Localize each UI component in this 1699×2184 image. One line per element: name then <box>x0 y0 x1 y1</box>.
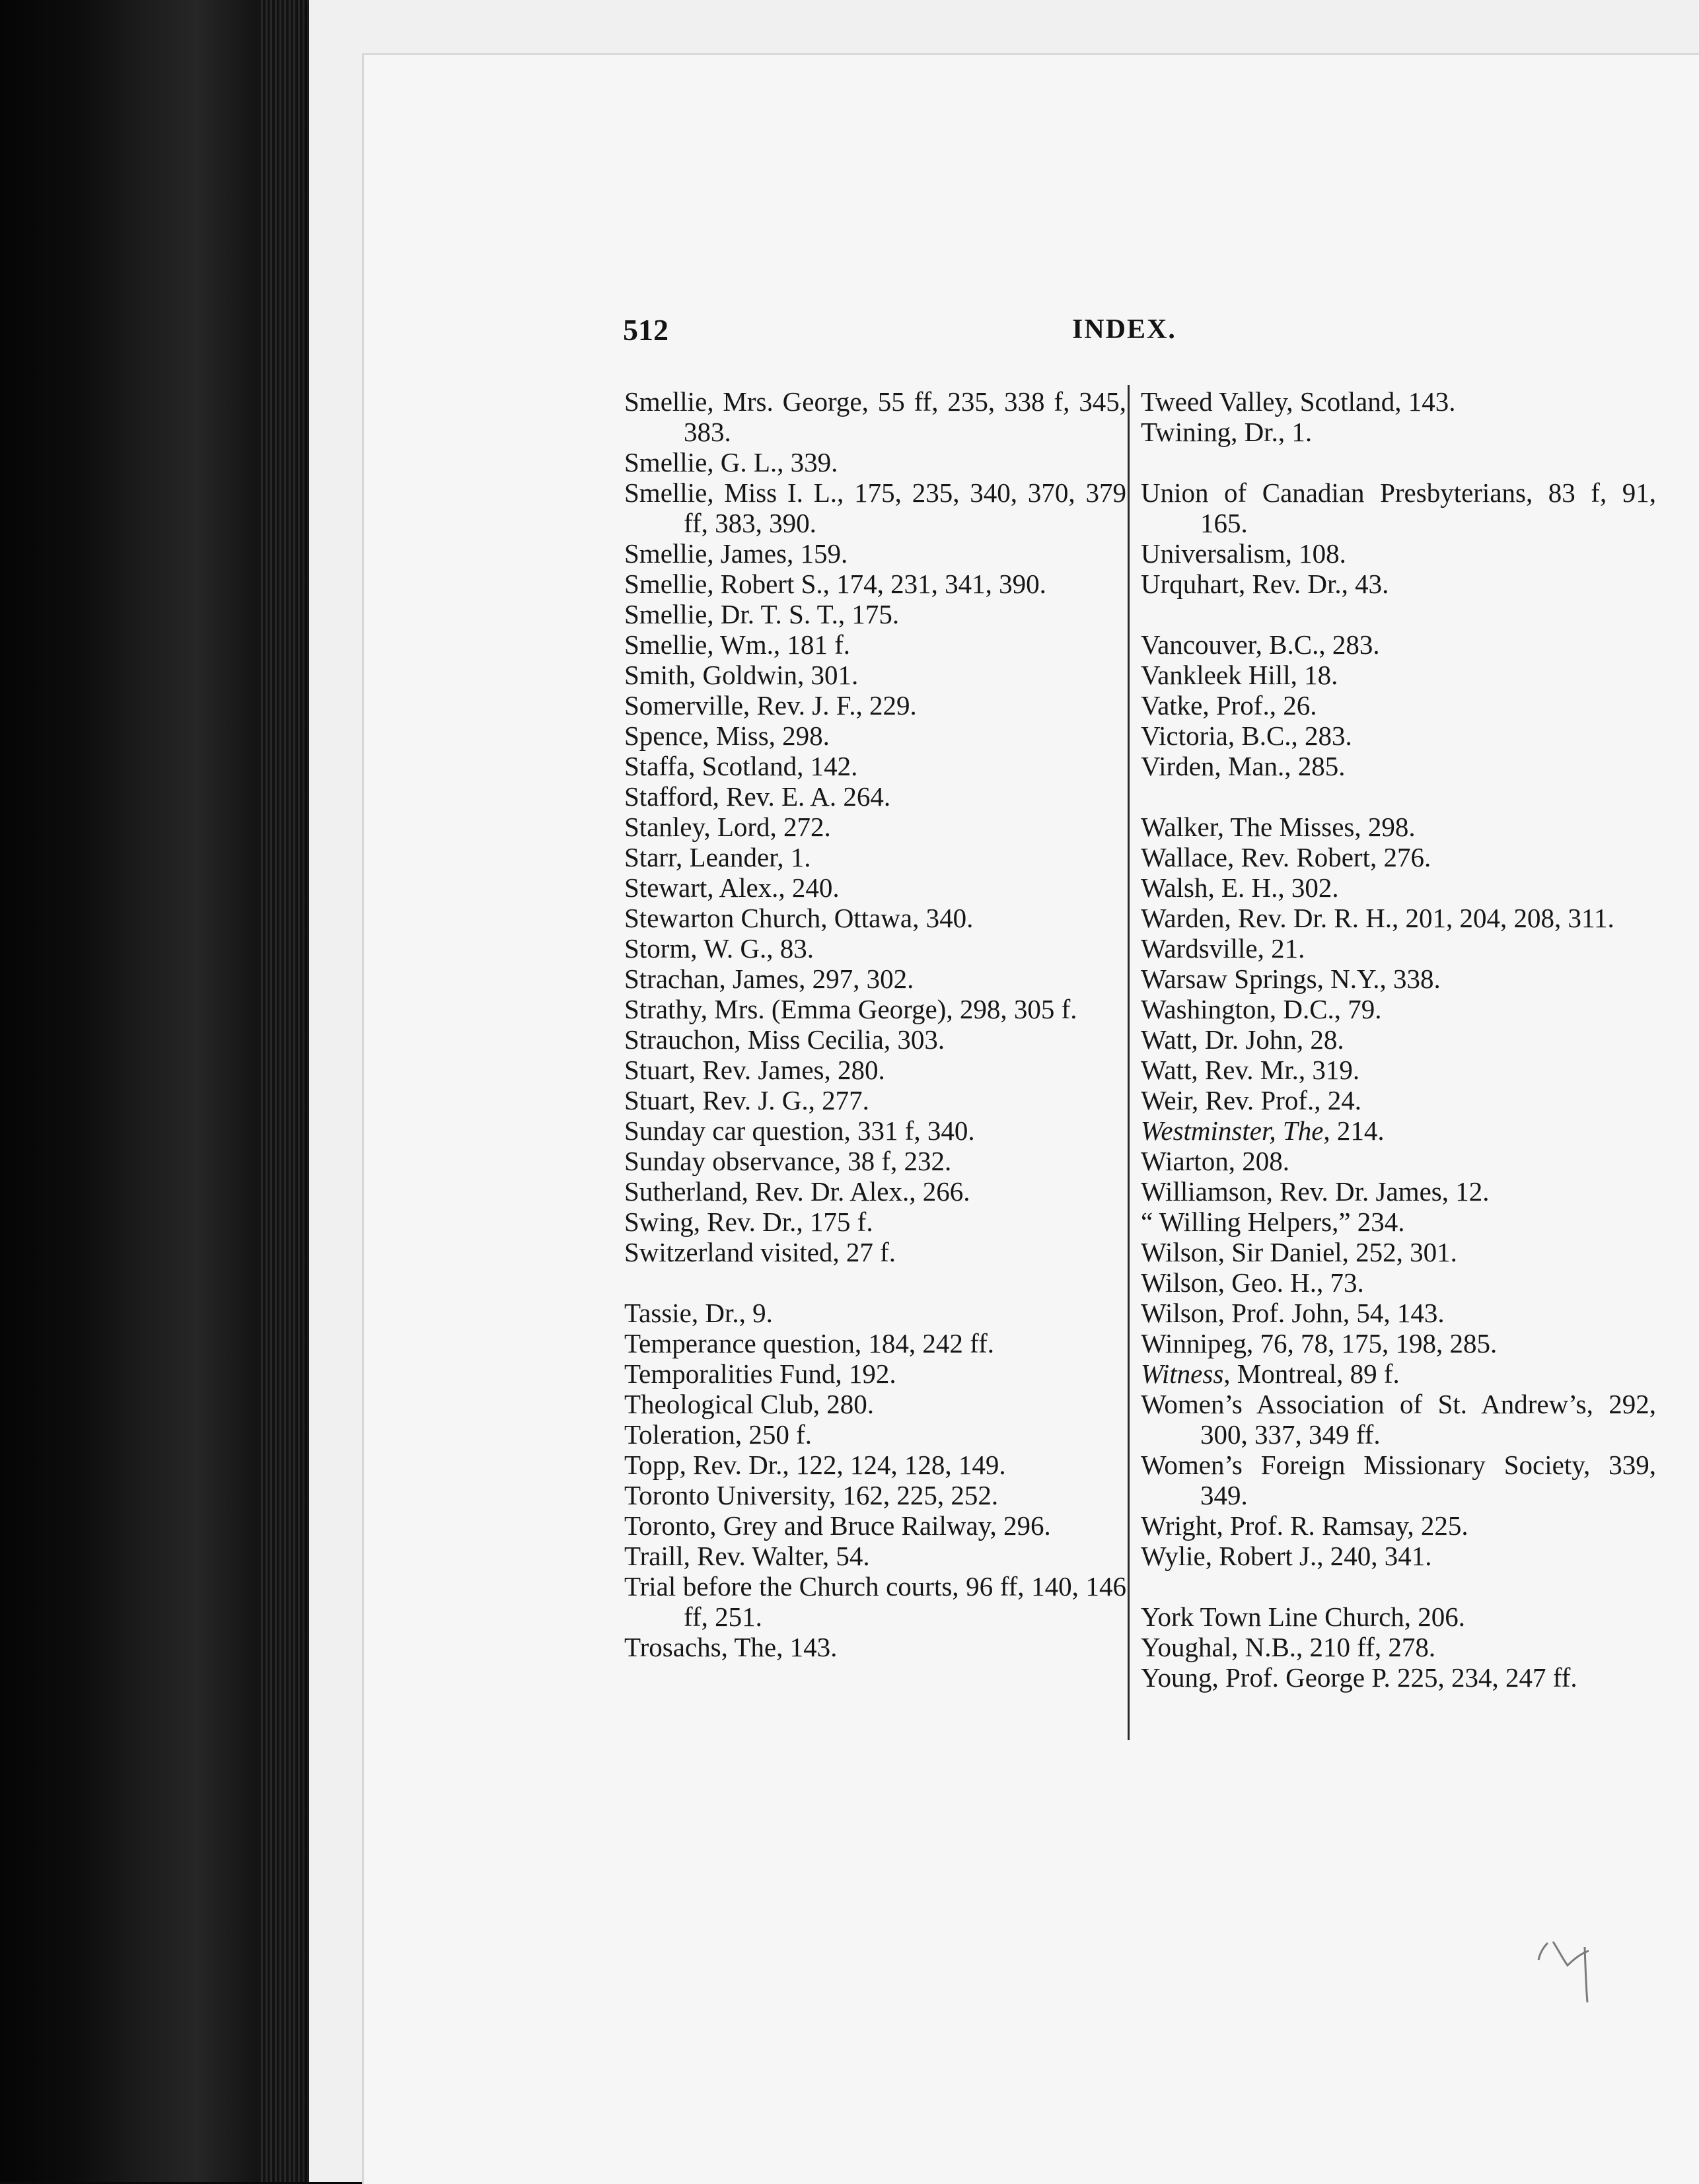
index-entry: Strathy, Mrs. (Emma George), 298, 305 f. <box>624 994 1077 1024</box>
index-entry: Storm, W. G., 83. <box>624 933 814 964</box>
index-entry: Starr, Leander, 1. <box>624 842 811 872</box>
index-entry: Toronto, Grey and Bruce Railway, 296. <box>624 1510 1051 1541</box>
index-entry: Smellie, G. L., 339. <box>624 447 838 477</box>
index-entry: Stewarton Church, Ottawa, 340. <box>624 903 974 933</box>
index-entry: Walker, The Misses, 298. <box>1141 812 1416 842</box>
column-divider <box>1128 385 1130 1740</box>
index-entry: Wiarton, 208. <box>1141 1146 1289 1176</box>
index-entry: Traill, Rev. Walter, 54. <box>624 1541 870 1571</box>
index-entry: Switzerland visited, 27 f. <box>624 1237 896 1267</box>
index-entry: Tassie, Dr., 9. <box>624 1298 773 1328</box>
index-entry: Youghal, N.B., 210 ff, 278. <box>1141 1632 1436 1662</box>
index-entry: Wilson, Sir Daniel, 252, 301. <box>1141 1237 1457 1267</box>
index-entry: Topp, Rev. Dr., 122, 124, 128, 149. <box>624 1450 1006 1480</box>
index-entry: Swing, Rev. Dr., 175 f. <box>624 1207 873 1237</box>
index-entry: Twining, Dr., 1. <box>1141 417 1313 447</box>
index-entry: Staffa, Scotland, 142. <box>624 751 858 781</box>
index-entry: Williamson, Rev. Dr. James, 12. <box>1141 1176 1490 1207</box>
index-entry: “ Willing Helpers,” 234. <box>1141 1207 1405 1237</box>
index-entry: Victoria, B.C., 283. <box>1141 721 1352 751</box>
index-entry: Stuart, Rev. James, 280. <box>624 1055 885 1085</box>
page-title: INDEX. <box>1072 314 1176 345</box>
index-entry: Sutherland, Rev. Dr. Alex., 266. <box>624 1176 970 1207</box>
index-entry: Walsh, E. H., 302. <box>1141 872 1339 903</box>
italic-title: Westminster, The <box>1141 1115 1324 1146</box>
index-entry: Tweed Valley, Scotland, 143. <box>1141 386 1456 417</box>
index-entry: Stuart, Rev. J. G., 277. <box>624 1085 869 1115</box>
index-entry: Stewart, Alex., 240. <box>624 872 840 903</box>
index-entry: Vatke, Prof., 26. <box>1141 690 1317 721</box>
index-entry: Winnipeg, 76, 78, 175, 198, 285. <box>1141 1328 1498 1358</box>
index-entry: Westminster, The, 214. <box>1141 1115 1385 1146</box>
index-entry: York Town Line Church, 206. <box>1141 1602 1466 1632</box>
index-entry: Women’s Association of St. Andrew’s, 292, 300, 337, 349 ff. <box>1141 1389 1656 1450</box>
index-entry: Sunday car question, 331 f, 340. <box>624 1115 975 1146</box>
index-entry: Weir, Rev. Prof., 24. <box>1141 1085 1362 1115</box>
index-entry: Smith, Goldwin, 301. <box>624 660 859 690</box>
index-entry: Wardsville, 21. <box>1141 933 1305 964</box>
index-entry: Toronto University, 162, 225, 252. <box>624 1480 999 1510</box>
index-entry: Wright, Prof. R. Ramsay, 225. <box>1141 1510 1468 1541</box>
index-entry: Smellie, James, 159. <box>624 538 848 569</box>
index-entry: Smellie, Dr. T. S. T., 175. <box>624 599 900 629</box>
index-entry: Watt, Rev. Mr., 319. <box>1141 1055 1360 1085</box>
pencil-mark <box>1533 1934 1612 2006</box>
index-entry: Smellie, Robert S., 174, 231, 341, 390. <box>624 569 1046 599</box>
italic-title: Witness <box>1141 1358 1224 1389</box>
index-entry: Trial before the Church courts, 96 ff, 140, 146 ff, 251. <box>624 1571 1126 1632</box>
index-entry: Sunday observance, 38 f, 232. <box>624 1146 952 1176</box>
index-entry: Wylie, Robert J., 240, 341. <box>1141 1541 1432 1571</box>
index-entry: Wilson, Geo. H., 73. <box>1141 1267 1364 1298</box>
index-entry: Washington, D.C., 79. <box>1141 994 1382 1024</box>
index-entry: Universalism, 108. <box>1141 538 1346 569</box>
index-entry: Watt, Dr. John, 28. <box>1141 1024 1344 1055</box>
index-entry: Strauchon, Miss Cecilia, 303. <box>624 1024 945 1055</box>
index-entry: Women’s Foreign Missionary Society, 339, 349. <box>1141 1450 1656 1510</box>
index-entry: Wallace, Rev. Robert, 276. <box>1141 842 1431 872</box>
index-page <box>362 53 1699 2184</box>
index-entry: Temperance question, 184, 242 ff. <box>624 1328 994 1358</box>
index-entry: Witness, Montreal, 89 f. <box>1141 1358 1400 1389</box>
index-entry: Urquhart, Rev. Dr., 43. <box>1141 569 1389 599</box>
index-entry: Somerville, Rev. J. F., 229. <box>624 690 917 721</box>
index-entry: Vankleek Hill, 18. <box>1141 660 1338 690</box>
index-entry: Smellie, Miss I. L., 175, 235, 340, 370, 379 ff, 383, 390. <box>624 477 1126 538</box>
index-entry: Trosachs, The, 143. <box>624 1632 838 1662</box>
index-entry: Strachan, James, 297, 302. <box>624 964 914 994</box>
index-entry: Stanley, Lord, 272. <box>624 812 831 842</box>
index-entry: Warden, Rev. Dr. R. H., 201, 204, 208, 311. <box>1141 903 1614 933</box>
index-entry: Wilson, Prof. John, 54, 143. <box>1141 1298 1445 1328</box>
page-number: 512 <box>623 313 669 347</box>
index-entry: Temporalities Fund, 192. <box>624 1358 896 1389</box>
index-column-left <box>624 386 1126 1662</box>
index-entry: Young, Prof. George P. 225, 234, 247 ff. <box>1141 1662 1577 1693</box>
index-entry: Union of Canadian Presbyterians, 83 f, 91, 165. <box>1141 477 1656 538</box>
running-head <box>623 312 1660 352</box>
index-entry: Spence, Miss, 298. <box>624 721 830 751</box>
index-entry: Vancouver, B.C., 283. <box>1141 629 1380 660</box>
index-entry: Smellie, Mrs. George, 55 ff, 235, 338 f, 345, 383. <box>624 386 1126 447</box>
index-entry: Warsaw Springs, N.Y., 338. <box>1141 964 1441 994</box>
index-entry: Smellie, Wm., 181 f. <box>624 629 851 660</box>
index-entry: Theological Club, 280. <box>624 1389 875 1419</box>
index-entry: Virden, Man., 285. <box>1141 751 1346 781</box>
index-entry: Toleration, 250 f. <box>624 1419 813 1450</box>
index-column-right <box>1141 386 1656 1693</box>
index-entry: Stafford, Rev. E. A. 264. <box>624 781 891 812</box>
